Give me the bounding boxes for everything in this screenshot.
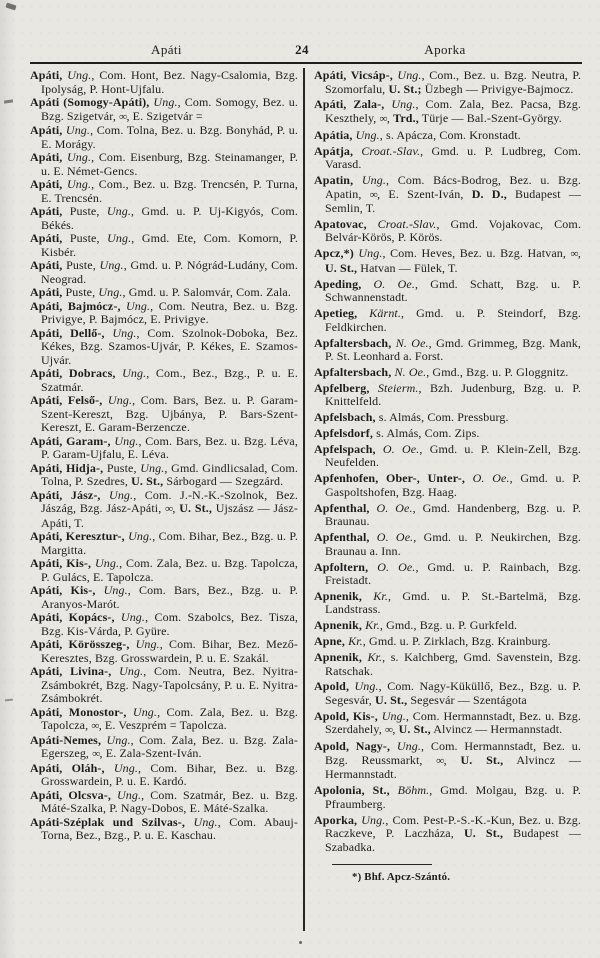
- entry-text-segment: Ung.: [355, 127, 380, 142]
- entry-text-segment: Puste,: [103, 460, 141, 475]
- entry-text-segment: , s. Kalchberg, Gmd. Savenstein, Bzg. Ratschak.: [325, 650, 581, 678]
- entry-text-segment: Ung.: [361, 812, 386, 827]
- entry-text-segment: Steierm.: [377, 380, 419, 395]
- entry-text-segment: Apnenik,: [314, 618, 362, 633]
- entry-text-segment: Alvincz — Hermannstadt.: [325, 752, 581, 782]
- entry-text-segment: Apold,: [314, 679, 350, 694]
- posthorn-icon: ∞: [379, 112, 387, 125]
- entry-text-segment: N. Oe.: [394, 364, 427, 379]
- gazetteer-entry: [30, 816, 298, 843]
- gazetteer-entry: [314, 590, 581, 617]
- entry-text-segment: , Gmd. Gindlicsalad, Com. Tolna, P. Szedres,: [41, 460, 298, 488]
- entry-text-segment: O. Oe.: [377, 559, 416, 574]
- entry-text-segment: ,: [392, 722, 399, 737]
- gazetteer-entry: [314, 307, 581, 334]
- entry-text-segment: Ung.: [98, 285, 123, 299]
- left-column: [30, 69, 298, 883]
- entry-text-segment: Apáti, Bajmócz-,: [30, 298, 121, 313]
- gazetteer-entry: [30, 611, 298, 638]
- entry-text-segment: Apfoltern,: [314, 559, 369, 574]
- entry-text-segment: Apfelspach,: [314, 441, 376, 456]
- entry-text-segment: Apáti, Hidja-,: [30, 460, 104, 475]
- gazetteer-entry: [314, 502, 581, 529]
- entry-text-segment: s. Almás, Com. Pressburg.: [375, 410, 509, 425]
- entry-text-segment: Croat.-Slav.: [377, 216, 437, 231]
- entry-text-segment: , Gmd. u. P. Gaspoltshofen, Bzg. Haag.: [325, 471, 581, 499]
- entry-text-segment: Apáti,: [30, 123, 63, 137]
- entry-text-segment: Apold, Nagy-,: [314, 739, 391, 754]
- entry-text-segment: Kr.: [348, 634, 363, 649]
- gazetteer-entry: [30, 462, 298, 489]
- entry-text-segment: , Com. Zala, Bez. u. Bzg. Zala-Egerszeg,: [41, 732, 298, 760]
- entry-text-segment: , Gmd. Molgau, Bzg. u. P. Pfraumberg.: [325, 783, 581, 811]
- entry-text-segment: , Gmd. u. P. Rainbach, Bzg. Freistadt.: [325, 559, 581, 588]
- entry-text-segment: , Com. Hermannstadt, Bez. u. Bzg. Szerdahely,: [325, 708, 582, 737]
- gazetteer-entry: [30, 96, 298, 124]
- entry-text-segment: Ung.: [112, 325, 137, 340]
- entry-text-segment: , Com. Szatmár, Bez. u. Bzg. Máté-Szalka, P. Nagy-Dobos, E. Máté-Szalka.: [41, 787, 298, 815]
- entry-text-segment: Apáti, Vicsáp-,: [314, 68, 393, 82]
- entry-text-segment: Apnenik,: [314, 588, 362, 603]
- entry-text-segment: Apfelsbach,: [314, 410, 376, 425]
- entry-text-segment: Apáti, Olcsva-,: [30, 787, 111, 802]
- entry-text-segment: Apáti,: [30, 177, 63, 191]
- entry-text-segment: Kr.: [373, 588, 388, 603]
- entry-text-segment: Apnenik,: [314, 650, 362, 665]
- entry-text-segment: Ung.: [66, 177, 92, 191]
- gazetteer-entry: [30, 489, 298, 531]
- entry-text-segment: , Com. Tolna, Bez. u. Bzg. Bonyhád, P. u. E. Morágy.: [41, 123, 298, 151]
- entry-text-segment: Kärnt.: [369, 306, 402, 321]
- entry-text-segment: Apátja,: [314, 143, 354, 158]
- gazetteer-entry: [314, 635, 581, 649]
- entry-text-segment: Apáti,: [30, 68, 63, 82]
- entry-text-segment: , Gmd. u. P. Steindorf, Bzg. Feldkirchen.: [325, 306, 581, 334]
- entry-text-segment: , Gmd. Vojakovac, Com. Belvár-Körös, P. Körös.: [325, 216, 581, 245]
- entry-text-segment: Apáti, Keresztur-,: [30, 529, 125, 543]
- entry-text-segment: Böhm.: [397, 783, 430, 798]
- entry-text-segment: Apáti, Kis-,: [30, 583, 96, 597]
- gazetteer-entry: [30, 394, 298, 435]
- entry-text-segment: Apáti, Dellő-,: [30, 325, 105, 340]
- entry-text-segment: , Gmd. u. P. Neukirchen, Bzg. Braunau a. Inn.: [325, 530, 581, 558]
- entry-text-segment: , Gmd. u. P. Zirklach, Bzg. Krainburg.: [362, 634, 551, 649]
- entry-text-segment: , Com. Hermannstadt, Bez. u. Bzg. Reussmarkt,: [325, 739, 581, 767]
- entry-text-segment: ,: [443, 752, 461, 767]
- entry-text-segment: Apáti,: [30, 285, 63, 299]
- entry-text-segment: , Com. Zala, Bez. Pacsa, Bzg. Keszthely,: [325, 97, 581, 125]
- entry-text-segment: Apáti, Körösszeg-,: [30, 637, 130, 651]
- entry-text-segment: Ung.: [391, 97, 416, 112]
- entry-text-segment: Ung.: [67, 68, 92, 82]
- entry-text-segment: ,: [577, 246, 581, 261]
- entry-text-segment: Ung.: [103, 583, 128, 597]
- gazetteer-entry: [30, 151, 298, 178]
- entry-text-segment: Apáti,: [30, 258, 63, 272]
- entry-text-segment: Apáti, Oláh-,: [30, 760, 105, 775]
- entry-text-segment: , E. Zala-Szent-Iván.: [99, 746, 202, 760]
- entry-text-segment: , Gmd. Grimmeg, Bzg. Mank, P. St. Leonhard a. Forst.: [325, 335, 582, 364]
- entry-text-segment: Apáti, Garam-,: [30, 433, 111, 448]
- entry-text-segment: O. Oe.: [373, 276, 415, 291]
- gazetteer-entry: [314, 531, 581, 558]
- posthorn-icon: ∞: [165, 503, 173, 515]
- entry-text-segment: Apold, Kis-,: [314, 708, 378, 723]
- entry-text-segment: Apatin,: [314, 173, 354, 188]
- entry-text-segment: , Com., Bez. u. Bzg. Trencsén, P. Turna, E. Trencsén.: [41, 177, 298, 205]
- entry-text-segment: Aporka,: [314, 812, 358, 827]
- entry-text-segment: Budapest — Semlin, T.: [325, 186, 582, 216]
- entry-text-segment: U. St.,: [463, 826, 504, 841]
- entry-text-segment: Ung.: [396, 739, 422, 754]
- entry-text-segment: , Gmd. u. P. Nógrád-Ludány, Com. Neograd.: [41, 258, 298, 286]
- entry-text-segment: U. St.,: [325, 260, 358, 275]
- entry-text-segment: O. Oe.: [376, 530, 414, 545]
- entry-text-segment: Ung.: [94, 556, 120, 570]
- entry-text-segment: Ung.: [132, 704, 158, 719]
- entry-text-segment: [370, 381, 378, 395]
- scan-artifact: [5, 699, 13, 702]
- entry-text-segment: Apáti-Nemes,: [30, 732, 102, 747]
- gazetteer-entry: [30, 327, 298, 368]
- gazetteer-entry: [30, 435, 298, 462]
- entry-text-segment: Üzbegh — Privigye-Bajmocz.: [421, 81, 574, 96]
- entry-text-segment: [361, 277, 373, 291]
- entry-text-segment: , Gmd. Ete, Com. Komorn, P. Kisbér.: [41, 231, 298, 259]
- entry-text-segment: , Com. Szolnok-Doboka, Bez. Kékes, Bzg. Szamos-Ujvár, P. Kékes, E. Szamos-Ujvár.: [41, 325, 298, 367]
- entry-text-segment: N. Oe.: [395, 335, 429, 350]
- gazetteer-entry: [30, 557, 298, 584]
- entry-text-segment: Sárbogard — Szegzárd.: [163, 474, 284, 488]
- entry-text-segment: Ung.: [113, 760, 139, 775]
- entry-text-segment: Ung.: [109, 487, 134, 502]
- gazetteer-entry: [314, 129, 581, 143]
- entry-text-segment: , Com., Bez. u. Bzg. Neutra, P. Szomorfalu,: [325, 68, 581, 96]
- entry-text-segment: [370, 530, 377, 544]
- entry-text-segment: [390, 739, 397, 753]
- gazetteer-entry: [314, 218, 581, 245]
- running-head-right-word: Aporka: [424, 42, 466, 57]
- scan-artifact: [5, 3, 16, 11]
- entry-text-segment: U. St.;: [388, 81, 422, 96]
- entry-text-segment: [353, 173, 362, 187]
- entry-text-segment: Ung.: [107, 231, 132, 245]
- entry-text-segment: , E. Szigetvár =: [126, 108, 203, 123]
- entry-text-segment: Ung.: [354, 679, 379, 694]
- entry-text-segment: [465, 471, 473, 485]
- entry-text-segment: Hatvan — Fülek, T.: [357, 260, 458, 275]
- entry-text-segment: , Com. Somogy, Bez. u. Bzg. Szigetvár,: [41, 95, 298, 123]
- entry-text-segment: ,: [172, 501, 180, 515]
- entry-text-segment: Apáti-Széplak und Szilvas-,: [30, 814, 186, 829]
- entry-text-segment: Apáti, Kis-,: [30, 556, 92, 570]
- gazetteer-entry: [314, 278, 581, 305]
- entry-text-segment: Ung.: [66, 150, 92, 164]
- entry-text-segment: [95, 583, 103, 597]
- entry-text-segment: [390, 783, 398, 797]
- posthorn-icon: ∞: [436, 754, 444, 767]
- entry-text-segment: Ung.: [361, 173, 386, 188]
- entry-text-segment: Alvincz — Hermannstadt.: [430, 722, 563, 737]
- posthorn-icon: ∞: [92, 748, 100, 760]
- entry-text-segment: Apfenthal,: [314, 530, 370, 545]
- entry-text-segment: , Com. Bars, Bez. u. Bzg. Léva, P. Garam-Ujfalu, E. Léva.: [41, 433, 298, 461]
- entry-text-segment: U. St.,: [375, 692, 408, 707]
- entry-text-segment: Ujszász — Jász-Apáti, T.: [41, 501, 298, 530]
- gazetteer-entry: [314, 174, 581, 216]
- gazetteer-entry: [30, 584, 298, 611]
- entry-text-segment: Apfaltersbach,: [314, 335, 392, 350]
- entry-text-segment: , Gmd. Handenberg, Bzg. u. P. Braunau.: [325, 500, 581, 529]
- gazetteer-entry: [30, 300, 298, 327]
- entry-text-segment: , Gmd. u. P. Salomvár, Com. Zala.: [122, 285, 291, 299]
- gazetteer-entry: [30, 530, 298, 557]
- gazetteer-entry: [30, 69, 298, 96]
- gazetteer-entry: [314, 784, 581, 811]
- gazetteer-entry: [314, 69, 581, 96]
- entry-text-segment: ,: [386, 110, 394, 125]
- gazetteer-entry: [314, 814, 581, 855]
- entry-text-segment: Puste,: [62, 285, 99, 299]
- entry-text-segment: Ung.: [128, 529, 153, 543]
- entry-text-segment: U. St.,: [398, 722, 431, 737]
- entry-text-segment: Apcz,*): [314, 246, 354, 261]
- gazetteer-entry: [314, 472, 581, 499]
- entry-text-segment: Trd.,: [393, 110, 419, 125]
- entry-text-segment: Ung.: [381, 708, 406, 723]
- entry-text-segment: Apáti, Dobracs,: [30, 366, 116, 380]
- header-rule: [30, 62, 582, 64]
- entry-text-segment: Ung.: [122, 366, 147, 380]
- gazetteer-entry: [314, 680, 581, 707]
- gazetteer-entry: [30, 205, 298, 232]
- posthorn-icon: ∞: [384, 724, 393, 737]
- posthorn-icon: ∞: [91, 720, 99, 732]
- entry-text-segment: Ung.: [106, 732, 131, 747]
- entry-text-segment: U. St.,: [460, 752, 504, 767]
- entry-text-segment: , Com., Bez., Bzg., P. u. E. Szatmár.: [41, 366, 299, 394]
- entry-text-segment: Ung.: [120, 610, 146, 624]
- entry-text-segment: Apáti,: [30, 231, 63, 245]
- entry-text-segment: Türje — Bal.-Szent-György.: [418, 110, 562, 125]
- entry-text-segment: , Com. Pest-P.-S.-K.-Kun, Bez. u. Bzg. Raczkeve, P. Laczháza,: [325, 812, 581, 841]
- entry-text-segment: Ung.: [397, 68, 422, 82]
- gazetteer-entry: [314, 710, 581, 738]
- entry-text-segment: [362, 589, 373, 603]
- entry-text-segment: Ung.: [135, 637, 160, 651]
- entry-text-segment: , E. Szent-Iván,: [377, 186, 472, 201]
- footnote-block: [314, 864, 581, 883]
- entry-text-segment: Apeding,: [314, 276, 362, 291]
- entry-text-segment: , Gmd. u. P. Klein-Zell, Bzg. Neufelden.: [325, 441, 581, 470]
- entry-text-segment: Ung.: [106, 204, 132, 218]
- gazetteer-entry: [30, 762, 298, 789]
- page-number: 24: [295, 42, 309, 57]
- entry-text-segment: , Com. Szabolcs, Bez. Tisza, Bzg. Kis-Várda, P. Gyüre.: [41, 610, 299, 638]
- entry-text-segment: Apfenthal,: [314, 500, 370, 515]
- entry-text-segment: Apolonia, St.,: [314, 783, 390, 798]
- entry-text-segment: Apáti,: [30, 150, 63, 164]
- gazetteer-entry: [314, 561, 581, 588]
- entry-text-segment: , Gmd. u. P. Uj-Kigyós, Com. Békés.: [41, 204, 298, 232]
- entry-text-segment: , Com. Heves, Bez. u. Bzg. Hatvan,: [382, 246, 571, 261]
- entry-text-segment: Segesvár — Szentágota: [407, 692, 527, 707]
- gazetteer-entry: [314, 337, 581, 364]
- gazetteer-entry: [30, 665, 298, 706]
- entry-text-segment: [376, 442, 383, 456]
- entry-text-segment: Kr.: [365, 618, 380, 633]
- entry-text-segment: O. Oe.: [472, 471, 510, 486]
- entry-text-segment: , Bzh. Judenburg, Bzg. u. P. Knittelfeld.: [325, 380, 582, 409]
- entry-text-segment: Puste,: [62, 204, 107, 218]
- gazetteer-entry: [30, 367, 298, 394]
- entry-text-segment: U. St.,: [179, 501, 212, 515]
- entry-text-segment: , Com. Bihar, Bez. u. Bzg. Grosswardein, P. u. E. Kardó.: [41, 760, 299, 788]
- posthorn-icon: ∞: [369, 188, 378, 201]
- gazetteer-entry: [314, 427, 581, 441]
- entry-text-segment: [185, 815, 194, 829]
- entry-text-segment: [357, 306, 369, 320]
- right-column: [314, 69, 581, 883]
- entry-text-segment: , Com. J.-N.-K.-Szolnok, Bez. Jászág, Bzg. Jász-Apáti,: [41, 487, 298, 515]
- entry-text-segment: s. Almás, Com. Zips.: [372, 426, 480, 441]
- entry-text-segment: , Com. Bars, Bez., Bzg. u. P. Aranyos-Marót.: [41, 583, 298, 611]
- entry-text-segment: Apáti, Kopács-,: [30, 610, 115, 624]
- entry-text-segment: [105, 761, 114, 775]
- entry-text-segment: Croat.-Slav.: [361, 143, 421, 158]
- entry-text-segment: , Com. Hont, Bez. Nagy-Csalomia, Bzg. Ipolyság, P. Hont-Ujfalu.: [41, 68, 298, 96]
- entry-text-segment: , Gmd. u. P. St.-Bartelmä, Bzg. Landstrass.: [325, 588, 581, 617]
- entry-text-segment: Ung.: [107, 393, 133, 407]
- entry-text-segment: , Com. Eisenburg, Bzg. Steinamanger, P. u. E. Német-Gencs.: [41, 150, 298, 178]
- posthorn-icon: ∞: [119, 110, 127, 123]
- entry-text-segment: Budapest — Szabadka.: [325, 826, 582, 854]
- entry-text-segment: O. Oe.: [376, 500, 413, 515]
- scan-artifact: [4, 99, 13, 103]
- entry-text-segment: , Gmd., Bzg. u. P. Gloggnitz.: [426, 364, 569, 379]
- entry-text-segment: Ung.: [153, 95, 178, 109]
- entry-text-segment: Apáti, Felső-,: [30, 393, 103, 407]
- gazetteer-entry: [314, 145, 581, 172]
- entry-text-segment: , E. Veszprém = Tapolcza.: [98, 718, 227, 732]
- entry-text-segment: Ung.: [119, 664, 144, 678]
- entry-text-segment: Ung.: [140, 460, 165, 475]
- entry-text-segment: , Gmd., Bzg. u. P. Gurkfeld.: [379, 618, 518, 633]
- entry-text-segment: Apfaltersbach,: [314, 364, 392, 379]
- entry-text-segment: , Com. Abauj-Torna, Bez., Bzg., P. u. E. Kaschau.: [41, 814, 298, 842]
- gazetteer-entry: [30, 232, 298, 259]
- gazetteer-entry: [314, 98, 581, 126]
- entry-text-segment: Apáti (Somogy-Apáti),: [30, 95, 150, 109]
- gazetteer-entry: [30, 259, 298, 286]
- entry-text-segment: Apáti,: [30, 204, 63, 218]
- entry-text-segment: , Com. Bács-Bodrog, Bez. u. Bzg. Apatin,: [325, 173, 581, 201]
- gazetteer-entry: [30, 734, 298, 762]
- entry-text-segment: Ung.: [116, 787, 142, 802]
- entry-text-segment: [367, 217, 378, 231]
- entry-text-segment: , Com. Zala, Bez. u. Bzg. Tapolcza,: [41, 704, 298, 732]
- entry-text-segment: , Gmd. Schatt, Bzg. u. P. Schwannenstadt.: [325, 276, 581, 305]
- entry-text-segment: Apne,: [314, 634, 345, 649]
- gazetteer-entry: [314, 740, 581, 782]
- entry-text-segment: O. Oe.: [382, 441, 420, 456]
- entry-text-segment: Apfelsdorf,: [314, 426, 373, 441]
- entry-text-segment: U. St.,: [131, 474, 164, 488]
- footnote-text: *) Bhf. Apcz-Szántó.: [352, 871, 451, 884]
- entry-text-segment: Apátia,: [314, 127, 353, 142]
- text-columns: [30, 69, 581, 883]
- entry-text-segment: Apáti, Monostor-,: [30, 704, 127, 719]
- entry-text-segment: Apfelberg,: [314, 380, 370, 395]
- entry-text-segment: Puste,: [62, 231, 108, 245]
- posthorn-icon: ∞: [570, 248, 578, 261]
- gazetteer-entry: [30, 286, 298, 300]
- gazetteer-entry: [30, 789, 298, 816]
- gazetteer-entry: [30, 638, 298, 665]
- entry-text-segment: , Com. Bihar, Bez., Bzg. u. P. Margitta.: [41, 529, 299, 557]
- entry-text-segment: , Com. Neutra, Bez. u. Bzg. Privigye, P. Bajmócz, E. Privigye.: [41, 298, 299, 326]
- entry-text-segment: , Com. Zala, Bez. u. Bzg. Tapolcza, P. Gulács, E. Tapolcza.: [41, 556, 298, 584]
- gazetteer-entry: [30, 178, 298, 205]
- gazetteer-entry: [314, 651, 581, 678]
- entry-text-segment: , s. Apácza, Com. Kronstadt.: [379, 127, 521, 142]
- entry-text-segment: Apfenhofen, Ober-, Unter-,: [314, 471, 465, 486]
- gazetteer-entry: [314, 443, 581, 470]
- entry-text-segment: Puste,: [62, 258, 100, 272]
- entry-text-segment: , Com. Neutra, Bez. Nyitra-Zsámbokrét, Bzg. Nagy-Tapolcsány, P. u. E. Nyitra-Zsámbokrét.: [41, 664, 298, 705]
- entry-text-segment: D. D.,: [471, 186, 507, 201]
- running-head-left-word: Apáti: [151, 42, 182, 57]
- entry-text-segment: [111, 664, 119, 678]
- entry-text-segment: , Gmd. u. P. Ludbreg, Com. Varasd.: [325, 143, 581, 172]
- entry-text-segment: [368, 560, 377, 574]
- entry-text-segment: Apáti, Jász-,: [30, 487, 101, 502]
- entry-text-segment: Ung.: [114, 433, 139, 448]
- entry-text-segment: Ung.: [193, 814, 218, 829]
- scan-artifact: [299, 941, 302, 944]
- entry-text-segment: Kr.: [367, 650, 383, 665]
- entry-text-segment: , Com. Bars, Bez. u. P. Garam-Szent-Kereszt, Bzg. Ujbánya, P. Bars-Szent-Kereszt, E. Garam-Berzencze.: [41, 393, 298, 434]
- entry-text-segment: Ung.: [358, 246, 383, 261]
- gazetteer-entry: [314, 411, 581, 425]
- entry-text-segment: Ung.: [126, 298, 151, 313]
- entry-text-segment: Apáti, Livina-,: [30, 664, 112, 678]
- gazetteer-entry: [30, 124, 298, 151]
- entry-text-segment: Ung.: [99, 258, 124, 272]
- entry-text-segment: , Com. Bihar, Bez. Mező-Keresztes, Bzg. Grosswardein, P. u. E. Szakál.: [41, 637, 299, 665]
- gazetteer-entry: [314, 619, 581, 633]
- entry-text-segment: [101, 488, 109, 502]
- entry-text-segment: Apáti, Zala-,: [314, 97, 385, 112]
- footnote-rule: [332, 864, 432, 865]
- gazetteer-entry: [314, 382, 581, 409]
- gazetteer-entry: [314, 247, 581, 275]
- gazetteer-entry: [30, 706, 298, 734]
- entry-text-segment: , Com. Nagy-Küküllő, Bez., Bzg. u. P. Segesvár,: [325, 679, 581, 707]
- entry-text-segment: Apetieg,: [314, 306, 358, 321]
- gazetteer-entry: [314, 366, 581, 380]
- entry-text-segment: Ung.: [65, 123, 91, 137]
- entry-text-segment: Apatovac,: [314, 216, 367, 231]
